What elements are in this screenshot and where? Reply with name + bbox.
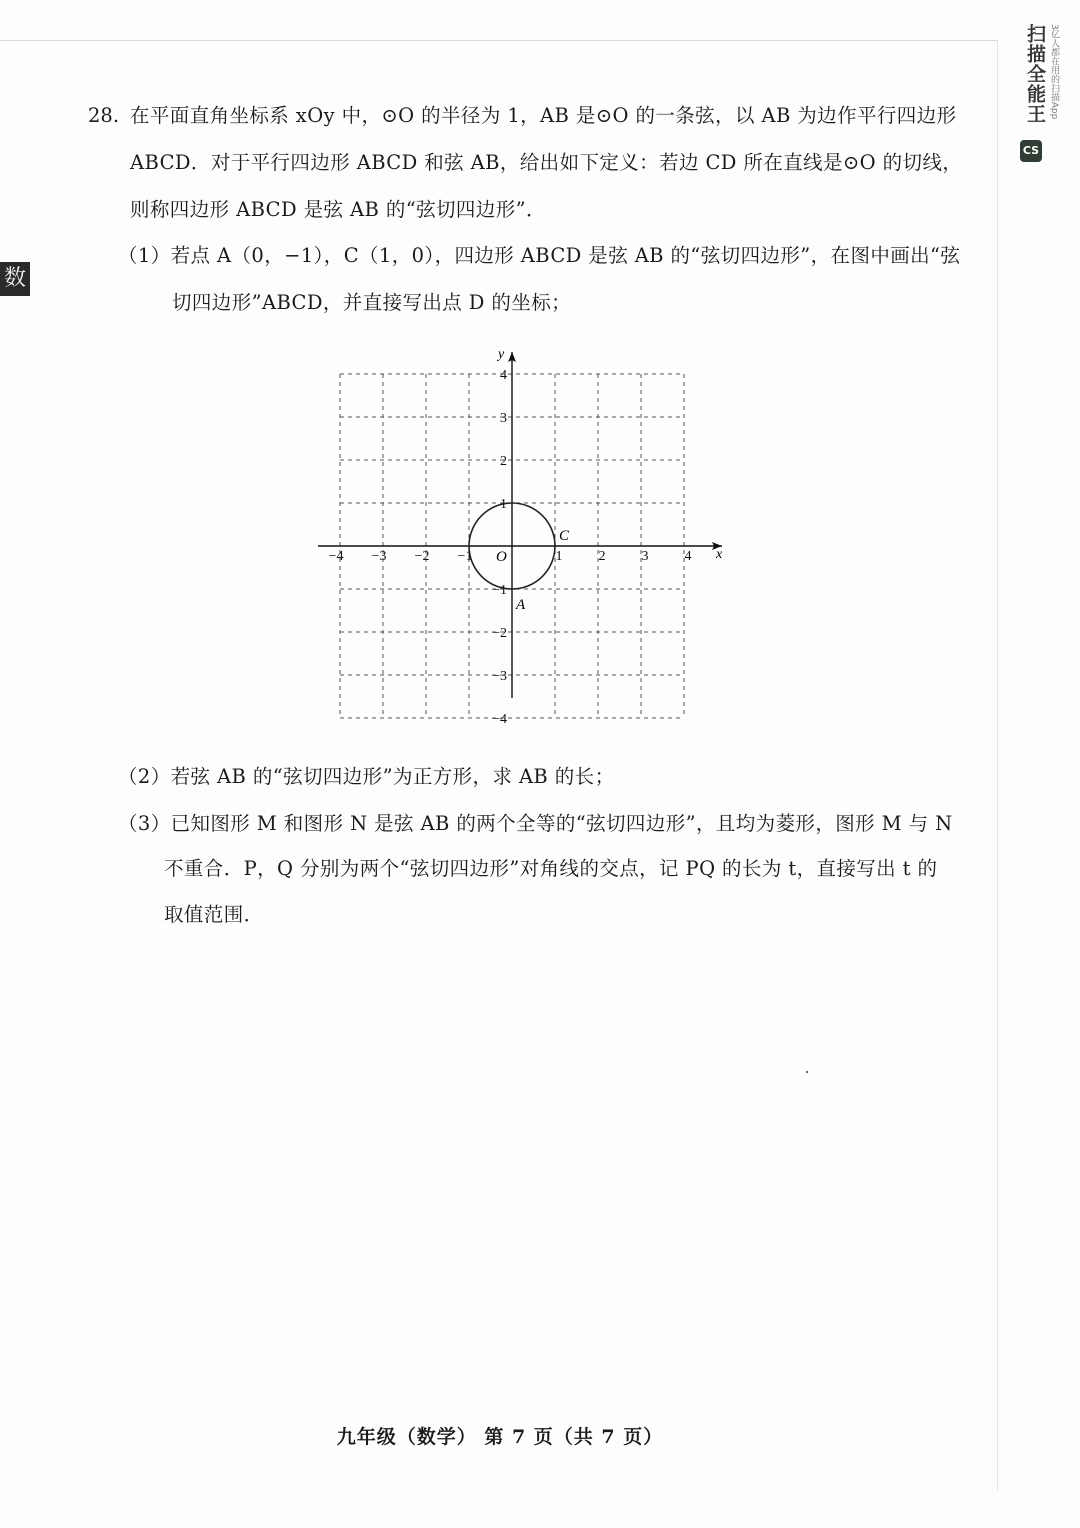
part1-line-1: （1）若点 A（0，−1），C（1，0），四边形 ABCD 是弦 AB 的“弦切四边形”，在图中画出“弦 bbox=[118, 244, 961, 267]
coordinate-figure bbox=[312, 332, 732, 746]
x-tick-label: 2 bbox=[598, 549, 606, 564]
x-tick-label: −2 bbox=[414, 549, 430, 564]
watermark-logo-icon: CS bbox=[1020, 140, 1042, 162]
point-a-label: A bbox=[516, 597, 526, 613]
x-tick-label: −3 bbox=[371, 549, 387, 564]
y-tick-label: 2 bbox=[500, 454, 507, 469]
point-c-label: C bbox=[559, 528, 570, 544]
scanner-watermark bbox=[1018, 20, 1070, 157]
x-axis-label: x bbox=[716, 547, 723, 562]
problem-line-2: ABCD．对于平行四边形 ABCD 和弦 AB，给出如下定义：若边 CD 所在直线是⊙O 的切线， bbox=[130, 151, 963, 174]
x-tick-label: −1 bbox=[457, 549, 473, 564]
part3-line-1: （3）已知图形 M 和图形 N 是弦 AB 的两个全等的“弦切四边形”，且均为菱形，图形 M 与 N bbox=[118, 812, 953, 835]
x-tick-label: 1 bbox=[555, 549, 563, 564]
x-tick-label: 4 bbox=[684, 549, 692, 564]
page-top-border bbox=[0, 40, 998, 41]
page-right-border bbox=[997, 40, 998, 1490]
part2-line: （2）若弦 AB 的“弦切四边形”为正方形，求 AB 的长； bbox=[118, 765, 615, 788]
y-tick-label: −1 bbox=[492, 583, 507, 598]
y-tick-label: 1 bbox=[500, 497, 507, 512]
y-tick-label: −4 bbox=[492, 712, 507, 727]
y-axis-label: y bbox=[498, 347, 505, 362]
watermark-tagline: 3亿人都在用的扫描App bbox=[1049, 24, 1059, 120]
x-tick-label: −4 bbox=[328, 549, 344, 564]
y-tick-label: 4 bbox=[500, 368, 507, 383]
y-tick-label: 3 bbox=[500, 411, 507, 426]
scan-speck bbox=[806, 1071, 808, 1073]
axes bbox=[318, 352, 722, 698]
problem-line-3: 则称四边形 ABCD 是弦 AB 的“弦切四边形”． bbox=[130, 198, 546, 221]
x-tick-label: 3 bbox=[641, 549, 649, 564]
problem-number: 28. bbox=[88, 104, 120, 127]
part3-line-3: 取值范围． bbox=[164, 903, 264, 926]
watermark-name: 扫描全能王 bbox=[1024, 24, 1046, 124]
subject-side-tab: 数 bbox=[0, 262, 30, 296]
part1-line-2: 切四边形”ABCD，并直接写出点 D 的坐标； bbox=[172, 291, 572, 314]
y-tick-label: −2 bbox=[492, 626, 507, 641]
page-footer: 九年级（数学） 第 7 页（共 7 页） bbox=[336, 1426, 664, 1448]
part3-line-2: 不重合．P，Q 分别为两个“弦切四边形”对角线的交点，记 PQ 的长为 t，直接写出 t 的 bbox=[164, 857, 938, 880]
problem-line-1: 在平面直角坐标系 xOy 中，⊙O 的半径为 1，AB 是⊙O 的一条弦，以 AB 为边作平行四边形 bbox=[130, 104, 957, 127]
y-tick-label: −3 bbox=[492, 669, 507, 684]
origin-label: O bbox=[496, 549, 507, 565]
